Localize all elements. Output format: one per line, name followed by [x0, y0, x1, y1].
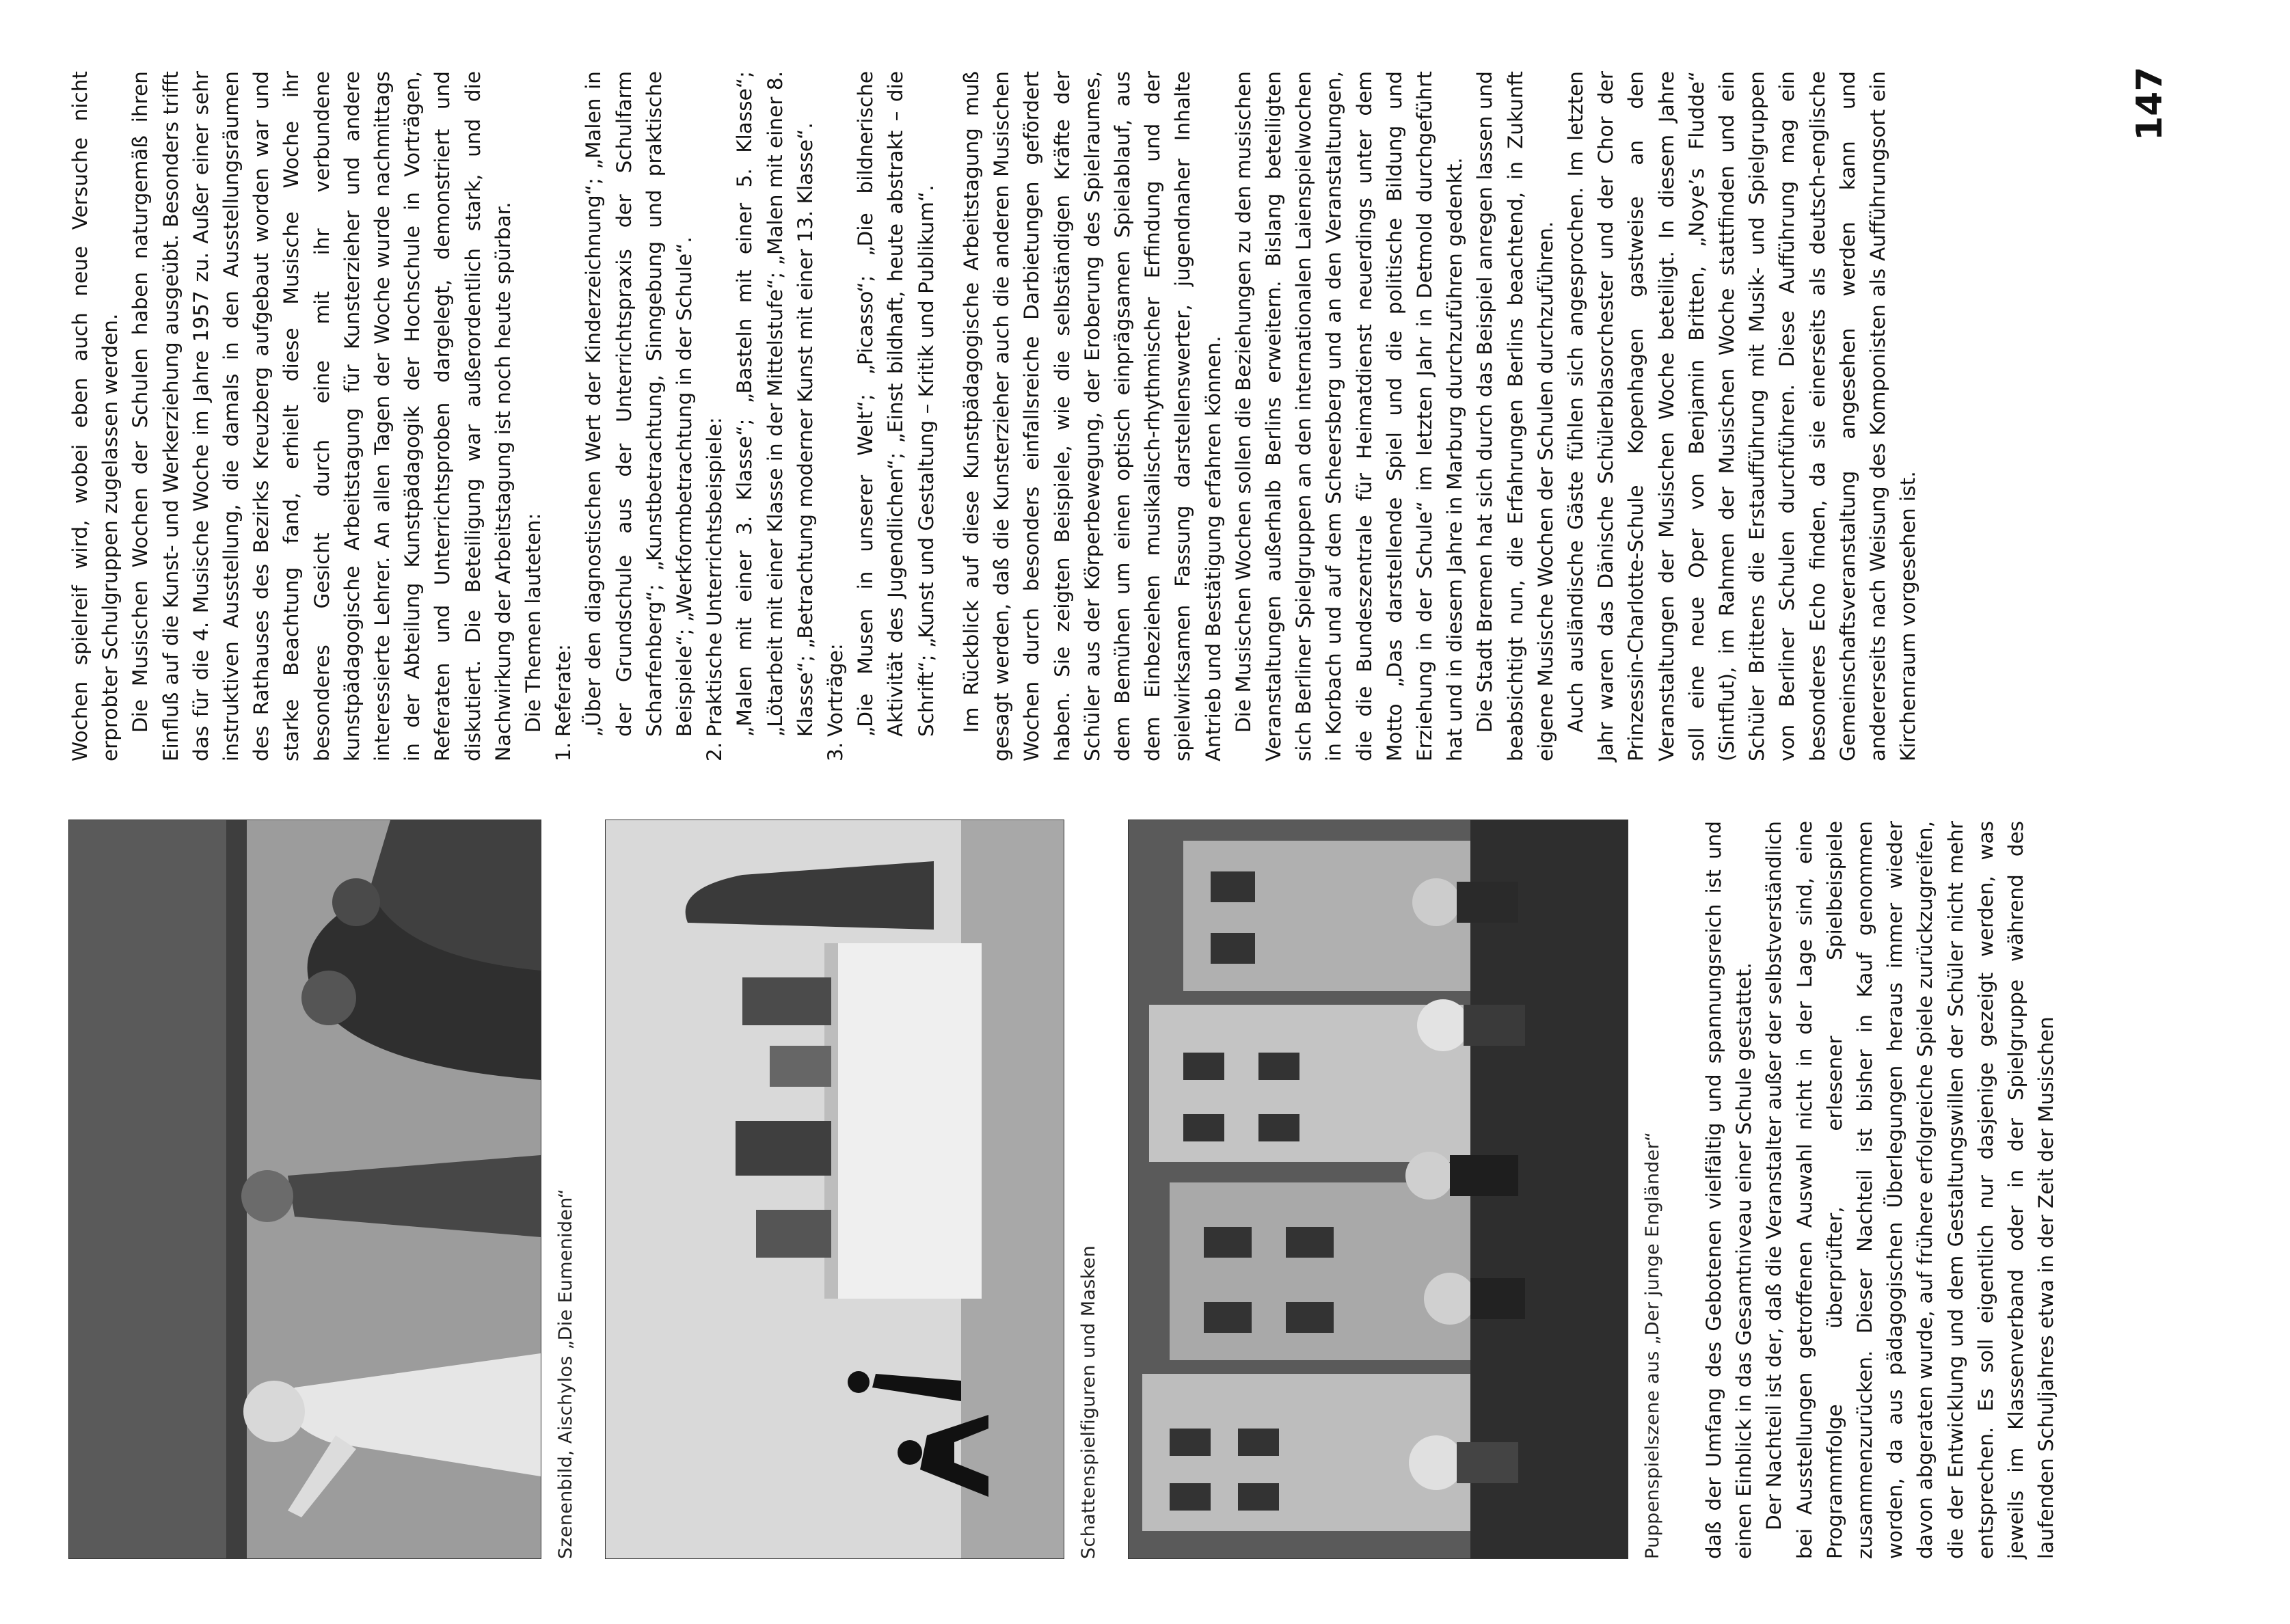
theme-number: 2. — [703, 742, 727, 761]
themes-list — [548, 71, 941, 761]
puppenspiel-photo — [1128, 820, 1628, 1559]
theme-body: „Über den diagnostischen Wert der Kinderzeichnung“; „Malen in der Grundschule aus der Unterrichtspraxis der Schulfarm Scharfenberg“; „Kunstbetrachtung, Sinngebung und praktische Beispiele“; „Werkformbetrachtung in der Schule“. — [582, 71, 697, 737]
eumeniden-photo — [68, 820, 541, 1559]
paragraph: Die Musischen Wochen der Schulen haben naturgemäß ihren Einfluß auf die Kunst- und Werkerziehung ausgeübt. Besonders trifft das für die 4. Musische Woche im Jahre 1957 zu. Außer einer sehr instruktiven Ausstellung, die damals in den Ausstellungsräumen des Rathauses des Bezirks Kreuzberg aufgebaut worden war und starke Beachtung fand, erhielt diese Musische Woche ihr besonderes Gesicht durch eine mit ihr verbundene kunstpädagogische Arbeitstagung für Kunsterzieher und andere interessierte Lehrer. An allen Tagen der Woche wurde nachmittags in der Abteilung Kunstpädagogik der Hochschule in Vorträgen, Referaten und Unterrichtsproben dargelegt, demonstriert und diskutiert. Die Beteiligung war außerordentlich stark, und die Nachwirkung der Arbeitstagung ist noch heute spürbar. — [129, 71, 515, 761]
paragraph: Auch ausländische Gäste fühlen sich angesprochen. Im letzten Jahr waren das Dänische Schülerblasorchester und der Chor der Prinzessin-Charlotte-Schule Kopenhagen gastweise an den Veranstaltungen der Musischen Woche beteiligt. In diesem Jahre soll eine neue Oper von Benjamin Britten, „Noye’s Fludde“ (Sintflut), im Rahmen der Musischen Woche stattfinden und ein Schüler Brittens die Erstaufführung mit Musik- und Spielgruppen von Berliner Schulen durchführen. Diese Aufführung mag ein besonderes Echo finden, da sie einerseits als deutsch-englische Gemeinschaftsveranstaltung angesehen werden kann und andererseits nach Weisung des Komponisten als Aufführungsort ein Kirchenraum vorgesehen ist. — [1563, 71, 1920, 761]
paragraph: Wochen spielreif wird, wobei eben auch neue Versuche nicht erprobter Schulgruppen zugelassen werden. — [68, 71, 122, 761]
figure-schattenspiel — [605, 821, 1111, 1559]
right-column — [65, 71, 1923, 761]
paragraph: daß der Umfang des Gebotenen vielfältig und spannungsreich ist und einen Einblick in das Gesamtniveau einer Schule gestattet. — [1702, 821, 1756, 1559]
figure-caption: Szenenbild, Aischylos „Die Eumeniden“ — [555, 1188, 576, 1559]
schattenspiel-photo — [605, 820, 1064, 1559]
figure-eumeniden — [68, 821, 588, 1559]
theme-item — [699, 71, 820, 761]
left-text-block — [1699, 821, 2061, 1559]
eumeniden-photo-image — [69, 820, 541, 1558]
theme-title: Praktische Unterrichtsbeispiele: — [703, 417, 727, 737]
figure-puppenspiel — [1128, 821, 1675, 1559]
theme-body: „Malen mit einer 3. Klasse“; „Basteln mit einer 5. Klasse“; „Lötarbeit mit einer Klasse in der Mittelstufe“; „Malen mit einer 8. Klasse“; „Betrachtung moderner Kunst mit einer 13. Klasse“. — [733, 71, 817, 737]
figure-caption: Puppenspielszene aus „Der junge Engländer“ — [1642, 1131, 1663, 1559]
page-number: 147 — [2129, 66, 2170, 141]
paragraph: Die Musischen Wochen sollen die Beziehungen zu den musischen Veranstaltungen außerhalb Berlins erweitern. Bislang beteiligten sich Berliner Spielgruppen an den internationalen Laienspielwochen in Korbach und auf dem Scheersberg und an den Veranstaltungen, die die Bundeszentrale für Heimatdienst neuerdings unter dem Motto „Das darstellende Spiel und die politische Bildung und Erziehung in der Schule“ im letzten Jahr in Detmold durchgeführt hat und in diesem Jahre in Marburg durchzuführen gedenkt. — [1231, 71, 1467, 761]
paragraph: Im Rückblick auf diese Kunstpädagogische Arbeitstagung muß gesagt werden, daß die Kunsterzieher auch die anderen Musischen Wochen durch besonders einfallsreiche Darbietungen gefördert haben. Sie zeigten Beispiele, wie die selbständigen Kräfte der Schüler aus der Körperbewegung, der Eroberung des Spielraumes, dem Bemühen um einen optisch einprägsamen Spielablauf, aus dem Einbeziehen musikalisch-rhythmischer Erfindung und der spielwirksamen Fassung darstellenswerter, jugendnaher Inhalte Antrieb und Bestätigung erfahren können. — [959, 71, 1225, 761]
theme-title: Vorträge: — [824, 643, 848, 737]
paragraph: Die Stadt Bremen hat sich durch das Beispiel anregen lassen und beabsichtigt nun, die Erfahrungen Berlins beachtend, in Zukunft eigene Musische Wochen der Schulen durchzuführen. — [1473, 71, 1557, 761]
puppenspiel-photo-image — [1129, 820, 1628, 1558]
theme-number: 3. — [824, 742, 848, 761]
left-column — [68, 821, 2061, 1559]
schattenspiel-photo-image — [606, 820, 1064, 1558]
paragraph: Die Themen lauteten: — [522, 513, 545, 733]
theme-number: 1. — [552, 742, 576, 761]
paragraph: Der Nachteil ist der, daß die Veranstalter außer der selbstverständlich bei Ausstellungen getroffenen Auswahl nicht in der Lage sind, eine Programmfolge überprüfter, erlesener Spielbeispiele zusammenzurücken. Dieser Nachteil ist bisher in Kauf genommen worden, da aus pädagogischen Überlegungen heraus immer wieder davon abgeraten wurde, auf frühere erfolgreiche Spiele zurückzugreifen, die der Entwicklung und dem Gestaltungswillen der Schüler nicht mehr entsprechen. Es soll eigentlich nur dasjenige gezeigt werden, was jeweils im Klassenverband oder in der Spielgruppe während des laufenden Schuljahres etwa in der Zeit der Musischen — [1762, 821, 2058, 1559]
theme-body: „Die Musen in unserer Welt“; „Picasso“; „Die bildnerische Aktivität des Jugendlichen“; „Einst bildhaft, heute abstrakt – die Schrift“; „Kunst und Gestaltung – Kritik und Publikum“. — [854, 71, 938, 737]
theme-item — [548, 71, 699, 761]
theme-title: Referate: — [552, 644, 576, 737]
theme-item — [820, 71, 941, 761]
figure-caption: Schattenspielfiguren und Masken — [1078, 1245, 1099, 1559]
